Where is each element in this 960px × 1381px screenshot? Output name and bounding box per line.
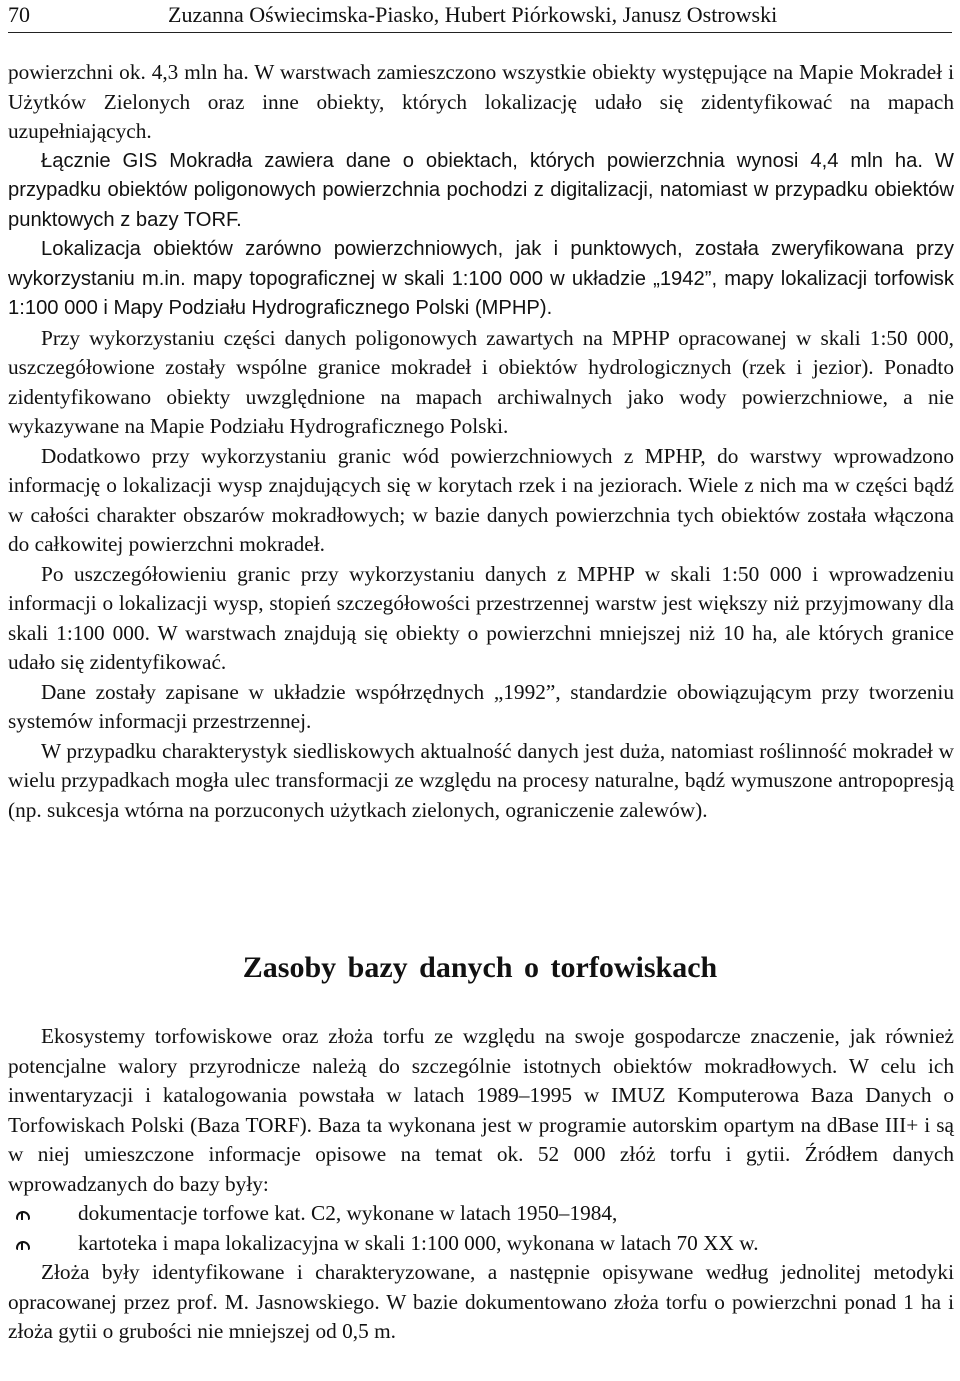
paragraph: Przy wykorzystaniu części danych poligonowych zawartych na MPHP opracowanej w skali 1:50 000, uszczegółowione zostały wspólne granice mokradeł i obiektów hydrologicznych (rzek i jezior). Ponadto zidentyfikowano obiekty uwzględnione na mapach archiwalnych jako wody powierzchniowe, a nie wykazywane na Mapie Podziału Hydrograficznego Polski.	[8, 325, 954, 438]
list-item	[8, 1199, 954, 1229]
paragraph: Ekosystemy torfowiskowe oraz złoża torfu ze względu na swoje gospodarcze znaczenie, jak również potencjalne walory przyrodnicze należą do szczególnie istotnych obiektów mokradłowych. W celu ich inwentaryzacji i katalogowania powstała w latach 1989–1995 w IMUZ Komputerowa Baza Danych o Torfowiskach Polski (Baza TORF). Baza ta wykonana jest w programie autorskim opartym na dBase III+ i są w niej umieszczone informacje opisowe na temat ok. 52 000 złóż torfu i gytii. Źródłem danych wprowadzanych do bazy były:	[8, 1024, 954, 1196]
section-heading: Zasoby bazy danych o torfowiskach	[242, 951, 718, 984]
paragraph: W przypadku charakterystyk siedliskowych aktualność danych jest duża, natomiast roślinność mokradeł w wielu przypadkach mogła ulec transformacji ze względu na procesy naturalne, bądź wymuszone antropopresją (np. sukcesja wtórna na porzuconych użytkach zielonych, ograniczenie zalewów).	[8, 738, 954, 822]
bullet-icon	[16, 1211, 30, 1220]
body-text	[8, 58, 954, 825]
paragraph: Dodatkowo przy wykorzystaniu granic wód powierzchniowych z MPHP, do warstwy wprowadzono informację o lokalizacji wysp znajdujących się w korytach rzek i na jeziorach. Wiele z nich ma w części bądź w całości charakter obszarów mokradłowych; w bazie danych powierzchnia tych obiektów została włączona do całkowitej powierzchni mokradeł.	[8, 443, 954, 556]
body-text	[8, 1022, 954, 1347]
running-header-authors: Zuzanna Oświecimska-Piasko, Hubert Piórkowski, Janusz Ostrowski	[168, 2, 778, 27]
paragraph: Po uszczegółowieniu granic przy wykorzystaniu danych z MPHP w skali 1:50 000 i wprowadzeniu informacji o lokalizacji wysp, stopień szczegółowości przestrzennej warstw jest większy niż przyjmowany dla skali 1:100 000. W warstwach znajdują się obiekty o powierzchni mniejszej niż 10 ha, ale których granice udało się zidentyfikować.	[8, 561, 954, 674]
paragraph: Dane zostały zapisane w układzie współrzędnych „1992”, standardzie obowiązującym przy tworzeniu systemów informacji przestrzennej.	[8, 679, 954, 733]
bullet-list	[8, 1199, 954, 1258]
list-item-text: dokumentacje torfowe kat. C2, wykonane w latach 1950–1984,	[78, 1201, 618, 1225]
running-header	[8, 0, 952, 33]
paragraph: powierzchni ok. 4,3 mln ha. W warstwach zamieszczono wszystkie obiekty występujące na Mapie Mokradeł i Użytków Zielonych oraz inne obiekty, których lokalizację udało się zidentyfikować na mapach uzupełniających.	[8, 60, 954, 143]
paragraph: Lokalizacja obiektów zarówno powierzchniowych, jak i punktowych, została zweryfikowana przy wykorzystaniu m.in. mapy topograficznej w skali 1:100 000 w układzie „1942”, mapy lokalizacji torfowisk 1:100 000 i Mapy Podziału Hydrograficznego Polski (MPHP).	[8, 238, 954, 319]
page-number: 70	[8, 2, 30, 27]
list-item	[8, 1229, 954, 1259]
list-item-text: kartoteka i mapa lokalizacyjna w skali 1:100 000, wykonana w latach 70 XX w.	[78, 1230, 759, 1255]
paragraph: Łącznie GIS Mokradła zawiera dane o obiektach, których powierzchnia wynosi 4,4 mln ha. W przypadku obiektów poligonowych powierzchnia pochodzi z digitalizacji, natomiast w przypadku obiektów punktowych z bazy TORF.	[8, 149, 954, 231]
bullet-icon	[16, 1241, 30, 1250]
paragraph: Złoża były identyfikowane i charakteryzowane, a następnie opisywane według jednolitej metodyki opracowanej przez prof. M. Jasnowskiego. W bazie dokumentowano złoża torfu o powierzchni ponad 1 ha i złoża gytii o grubości nie mniejszej od 0,5 m.	[8, 1260, 954, 1343]
